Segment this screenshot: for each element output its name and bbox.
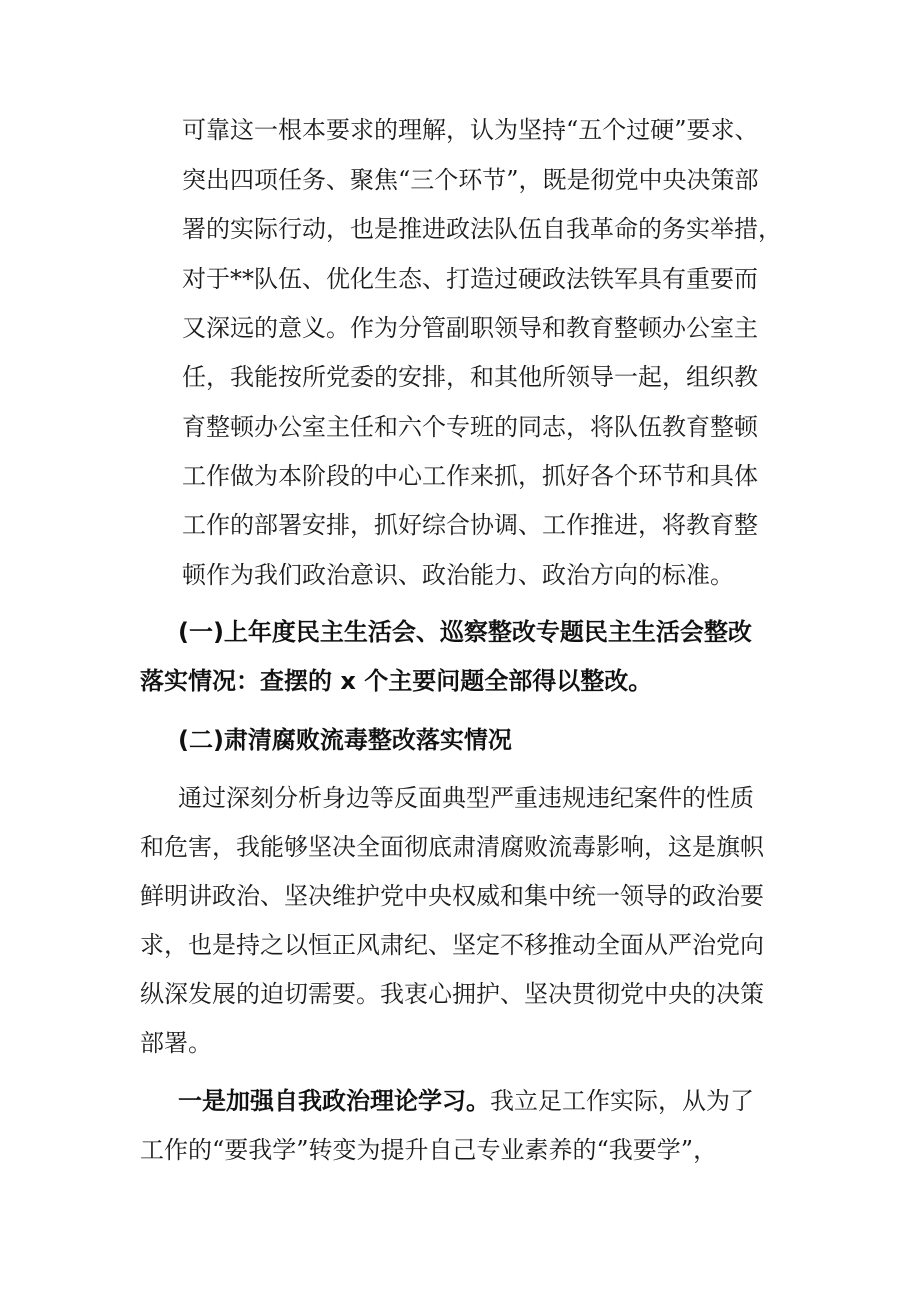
paragraph-2-line-6: 部署。 [140,1029,212,1057]
section-heading-1-line-2: 落实情况：查摆的 x 个主要问题全部得以整改。 [140,667,653,695]
paragraph-1-line-9: 工作的部署安排，抓好综合协调、工作推进，将教育整 [182,511,758,539]
paragraph-1-line-4: 对于**队伍、优化生态、打造过硬政法铁军具有重要而 [182,265,758,293]
section-heading-2: (二)肃清腐败流毒整改落实情况 [178,726,512,754]
paragraph-1-line-2: 突出四项任务、聚焦“三个环节”，既是彻党中央决策部 [182,166,759,194]
paragraph-2-line-3: 鲜明讲政治、坚决维护党中央权威和集中统一领导的政治要 [140,882,764,910]
paragraph-2-line-4: 求，也是持之以恒正风肃纪、坚定不移推动全面从严治党向 [140,931,764,959]
paragraph-3-lead: 一是加强自我政治理论学习。 [178,1087,490,1115]
paragraph-1-line-6: 任，我能按所党委的安排，和其他所领导一起，组织教 [182,363,758,391]
paragraph-1-line-3: 署的实际行动，也是推进政法队伍自我革命的务实举措， [182,215,782,243]
paragraph-3-line-2: 工作的“要我学”转变为提升自己专业素养的“我要学”， [140,1136,718,1164]
paragraph-1-line-1: 可靠这一根本要求的理解，认为坚持“五个过硬”要求、 [182,116,759,144]
section-heading-1-line-1: (一)上年度民主生活会、巡察整改专题民主生活会整改 [178,618,752,646]
paragraph-1-line-8: 工作做为本阶段的中心工作来抓，抓好各个环节和具体 [182,462,758,490]
paragraph-2-line-1: 通过深刻分析身边等反面典型严重违规违纪案件的性质 [178,784,754,812]
paragraph-3-line-1 [178,1086,754,1116]
paragraph-1-line-5: 又深远的意义。作为分管副职领导和教育整顿办公室主 [182,314,758,342]
paragraph-2-line-5: 纵深发展的迫切需要。我衷心拥护、坚决贯彻党中央的决策 [140,980,764,1008]
paragraph-3-line-1-rest: 我立足工作实际，从为了 [490,1087,754,1115]
paragraph-1-line-10: 顿作为我们政治意识、政治能力、政治方向的标准。 [182,561,734,589]
paragraph-2-line-2: 和危害，我能够坚决全面彻底肃清腐败流毒影响，这是旗帜 [140,833,764,861]
paragraph-1-line-7: 育整顿办公室主任和六个专班的同志，将队伍教育整顿 [182,413,758,441]
